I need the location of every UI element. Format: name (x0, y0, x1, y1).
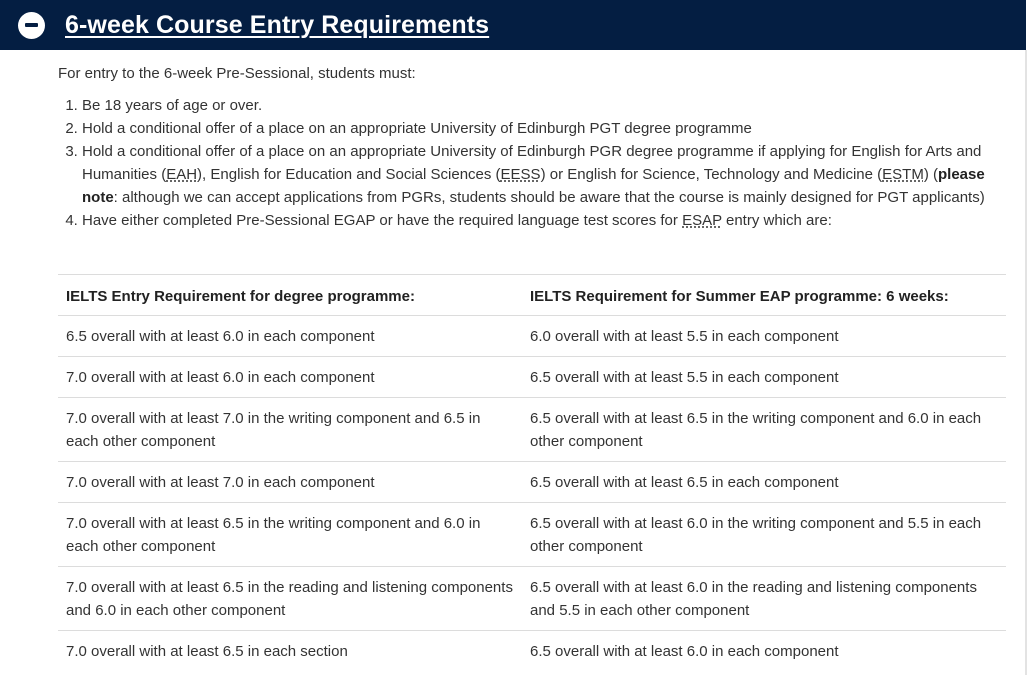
requirement-item-1: 1. Be 18 years of age or over. (82, 94, 1008, 117)
requirements-list (58, 94, 1008, 232)
abbr-eess[interactable]: EESS (500, 166, 541, 183)
table-cell-degree: 7.0 overall with at least 7.0 in the writing component and 6.5 in each other component (58, 398, 522, 462)
table-row (58, 631, 1006, 672)
intro-text: For entry to the 6-week Pre-Sessional, students must: (58, 65, 416, 82)
requirement-item-2: 2. Hold a conditional offer of a place on an appropriate University of Edinburgh PGT degree programme (82, 117, 1008, 140)
table-cell-eap: 6.5 overall with at least 6.0 in the reading and listening components and 5.5 in each other component (522, 567, 1006, 631)
column-header-summer-eap: IELTS Requirement for Summer EAP programme: 6 weeks: (522, 275, 1006, 316)
table-row (58, 462, 1006, 503)
table-cell-degree: 7.0 overall with at least 6.5 in each section (58, 631, 522, 672)
abbr-eah[interactable]: EAH (166, 166, 198, 183)
table-cell-eap: 6.0 overall with at least 5.5 in each component (522, 316, 1006, 357)
ielts-requirements-table (58, 274, 1006, 671)
table-cell-degree: 6.5 overall with at least 6.0 in each component (58, 316, 522, 357)
table-cell-eap: 6.5 overall with at least 6.0 in each component (522, 631, 1006, 672)
table-cell-eap: 6.5 overall with at least 6.0 in the writing component and 5.5 in each other component (522, 503, 1006, 567)
table-row (58, 398, 1006, 462)
accordion-title[interactable]: 6-week Course Entry Requirements (65, 10, 490, 39)
accordion-header[interactable] (0, 0, 1026, 50)
table-cell-degree: 7.0 overall with at least 6.5 in the writing component and 6.0 in each other component (58, 503, 522, 567)
table-cell-eap: 6.5 overall with at least 6.5 in the writing component and 6.0 in each other component (522, 398, 1006, 462)
table-cell-eap: 6.5 overall with at least 5.5 in each component (522, 357, 1006, 398)
table-cell-degree: 7.0 overall with at least 6.0 in each component (58, 357, 522, 398)
table-cell-degree: 7.0 overall with at least 6.5 in the reading and listening components and 6.0 in each other component (58, 567, 522, 631)
requirement-item-4: 4. Have either completed Pre-Sessional EGAP or have the required language test scores for ESAP entry which are: (82, 209, 1008, 232)
requirement-item-3: 3. Hold a conditional offer of a place on an appropriate University of Edinburgh PGR degree programme if applying for English for Arts and Humanities (EAH), English for Education and Social Sciences (EESS) or English for Science, Technology and Medicine (ESTM) (please note: although we can accept applications from PGRs, students should be aware that the course is mainly designed for PGT applicants) (82, 140, 1008, 209)
table-cell-degree: 7.0 overall with at least 7.0 in each component (58, 462, 522, 503)
abbr-estm[interactable]: ESTM (882, 166, 924, 183)
please-note-label: please note (82, 166, 985, 206)
table-row (58, 503, 1006, 567)
accordion-body (58, 60, 1008, 232)
table-cell-eap: 6.5 overall with at least 6.5 in each component (522, 462, 1006, 503)
abbr-esap[interactable]: ESAP (682, 212, 722, 229)
table-row (58, 316, 1006, 357)
column-header-degree: IELTS Entry Requirement for degree programme: (58, 275, 522, 316)
collapse-minus-icon[interactable] (18, 12, 45, 39)
table-row (58, 357, 1006, 398)
table-row (58, 567, 1006, 631)
table-header-row (58, 275, 1006, 316)
